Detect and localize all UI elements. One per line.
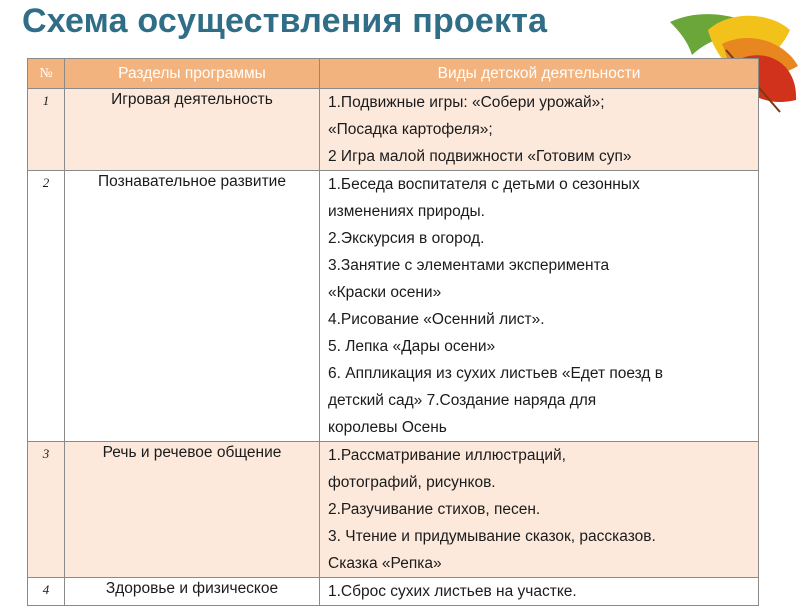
activity-item: изменениях природы. [328,203,485,220]
project-table [27,58,759,606]
row-number: 1 [28,89,65,171]
column-header-activities: Виды детской деятельности [320,59,759,89]
activity-item: 3.Занятие с элементами эксперимента [328,257,610,274]
row-number: 2 [28,171,65,442]
row-activities [320,171,759,442]
activity-item: 1.Беседа воспитателя с детьми о сезонных [328,176,640,193]
table-row [28,442,759,578]
row-number: 4 [28,578,65,606]
activity-item: «Краски осени» [328,284,442,301]
row-section: Игровая деятельность [65,89,320,171]
table-row [28,171,759,442]
activity-item: 3. Чтение и придумывание сказок, рассказов. [328,528,656,545]
row-activities [320,89,759,171]
activity-item: 2.Экскурсия в огород. [328,230,485,247]
column-header-number: № [28,59,65,89]
activity-item: 4.Рисование «Осенний лист». [328,311,545,328]
row-number: 3 [28,442,65,578]
row-section: Здоровье и физическое [65,578,320,606]
page-title: Схема осуществления проекта [22,2,548,40]
table-header-row [28,59,759,89]
row-section: Речь и речевое общение [65,442,320,578]
activity-item: 2.Разучивание стихов, песен. [328,501,541,518]
activity-item: Сказка «Репка» [328,555,442,572]
row-activities [320,442,759,578]
activity-item: 6. Аппликация из сухих листьев «Едет поезд в [328,365,664,382]
activity-item: 2 Игра малой подвижности «Готовим суп» [328,148,632,165]
row-section: Познавательное развитие [65,171,320,442]
activity-item: 1.Рассматривание иллюстраций, [328,447,566,464]
activity-item: фотографий, рисунков. [328,474,496,491]
activity-item: «Посадка картофеля»; [328,121,493,138]
activity-item: детский сад» 7.Создание наряда для [328,392,597,409]
activity-item: 1.Подвижные игры: «Собери урожай»; [328,94,605,111]
table-row [28,578,759,606]
row-activities [320,578,759,606]
activity-item: 5. Лепка «Дары осени» [328,338,496,355]
activity-item: 1.Сброс сухих листьев на участке. [328,583,577,600]
activity-item: королевы Осень [328,419,447,436]
column-header-sections: Разделы программы [65,59,320,89]
table-row [28,89,759,171]
